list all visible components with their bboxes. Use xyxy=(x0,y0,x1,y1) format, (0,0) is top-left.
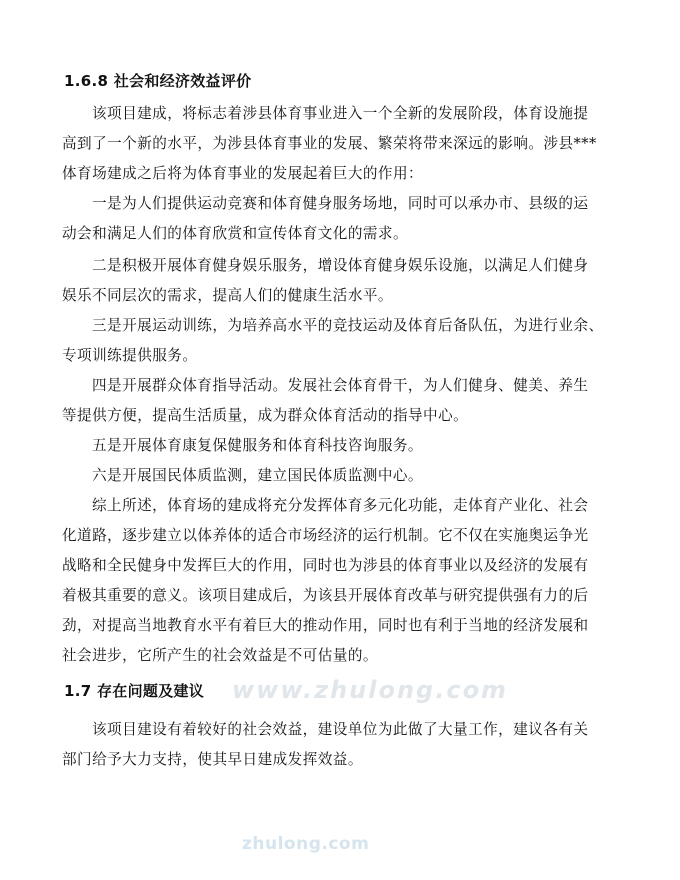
paragraph-line: 四是开展群众体育指导活动。发展社会体育骨干，为人们健身、健美、养生 xyxy=(92,377,589,394)
paragraph-line: 化道路，逐步建立以体养体的适合市场经济的运行机制。它不仅在实施奥运争光 xyxy=(62,527,589,544)
section-heading-1-6-8: 1.6.8 社会和经济效益评价 xyxy=(64,72,252,90)
paragraph-line: 高到了一个新的水平，为涉县体育事业的发展、繁荣将带来深远的影响。涉县*** xyxy=(62,135,597,152)
paragraph-line: 一是为人们提供运动竞赛和体育健身服务场地，同时可以承办市、县级的运 xyxy=(92,195,589,212)
paragraph-line: 着极其重要的意义。该项目建成后，为该县开展体育改革与研究提供强有力的后 xyxy=(62,587,589,604)
paragraph-line: 综上所述，体育场的建成将充分发挥体育多元化功能，走体育产业化、社会 xyxy=(92,497,589,514)
paragraph-line: 劲，对提高当地教育水平有着巨大的推动作用，同时也有利于当地的经济发展和 xyxy=(62,617,589,634)
paragraph-line: 等提供方便，提高生活质量，成为群众体育活动的指导中心。 xyxy=(62,407,469,424)
paragraph-line: 社会进步，它所产生的社会效益是不可估量的。 xyxy=(62,647,378,664)
paragraph-line: 六是开展国民体质监测，建立国民体质监测中心。 xyxy=(92,467,423,484)
paragraph-line: 体育场建成之后将为体育事业的发展起着巨大的作用： xyxy=(62,165,424,182)
paragraph-line: 部门给予大力支持，使其早日建成发挥效益。 xyxy=(62,751,363,768)
paragraph-line: 二是积极开展体育健身娱乐服务，增设体育健身娱乐设施，以满足人们健身 xyxy=(92,257,589,274)
paragraph-line: 五是开展体育康复保健服务和体育科技咨询服务。 xyxy=(92,437,423,454)
paragraph-line: 专项训练提供服务。 xyxy=(62,347,198,364)
section-heading-1-7: 1.7 存在问题及建议 xyxy=(64,682,205,700)
paragraph-line: 该项目建成，将标志着涉县体育事业进入一个全新的发展阶段，体育设施提 xyxy=(92,105,589,122)
watermark-middle: www.zhulong.com xyxy=(232,676,509,704)
watermark-bottom: zhulong.com xyxy=(242,834,370,854)
paragraph-line: 战略和全民健身中发挥巨大的作用，同时也为涉县的体育事业以及经济的发展有 xyxy=(62,557,589,574)
paragraph-line: 动会和满足人们的体育欣赏和宣传体育文化的需求。 xyxy=(62,225,409,242)
paragraph-line: 娱乐不同层次的需求，提高人们的健康生活水平。 xyxy=(62,287,393,304)
paragraph-line: 三是开展运动训练，为培养高水平的竞技运动及体育后备队伍，为进行业余、 xyxy=(92,317,604,334)
paragraph-line: 该项目建设有着较好的社会效益，建设单位为此做了大量工作，建议各有关 xyxy=(92,721,589,738)
